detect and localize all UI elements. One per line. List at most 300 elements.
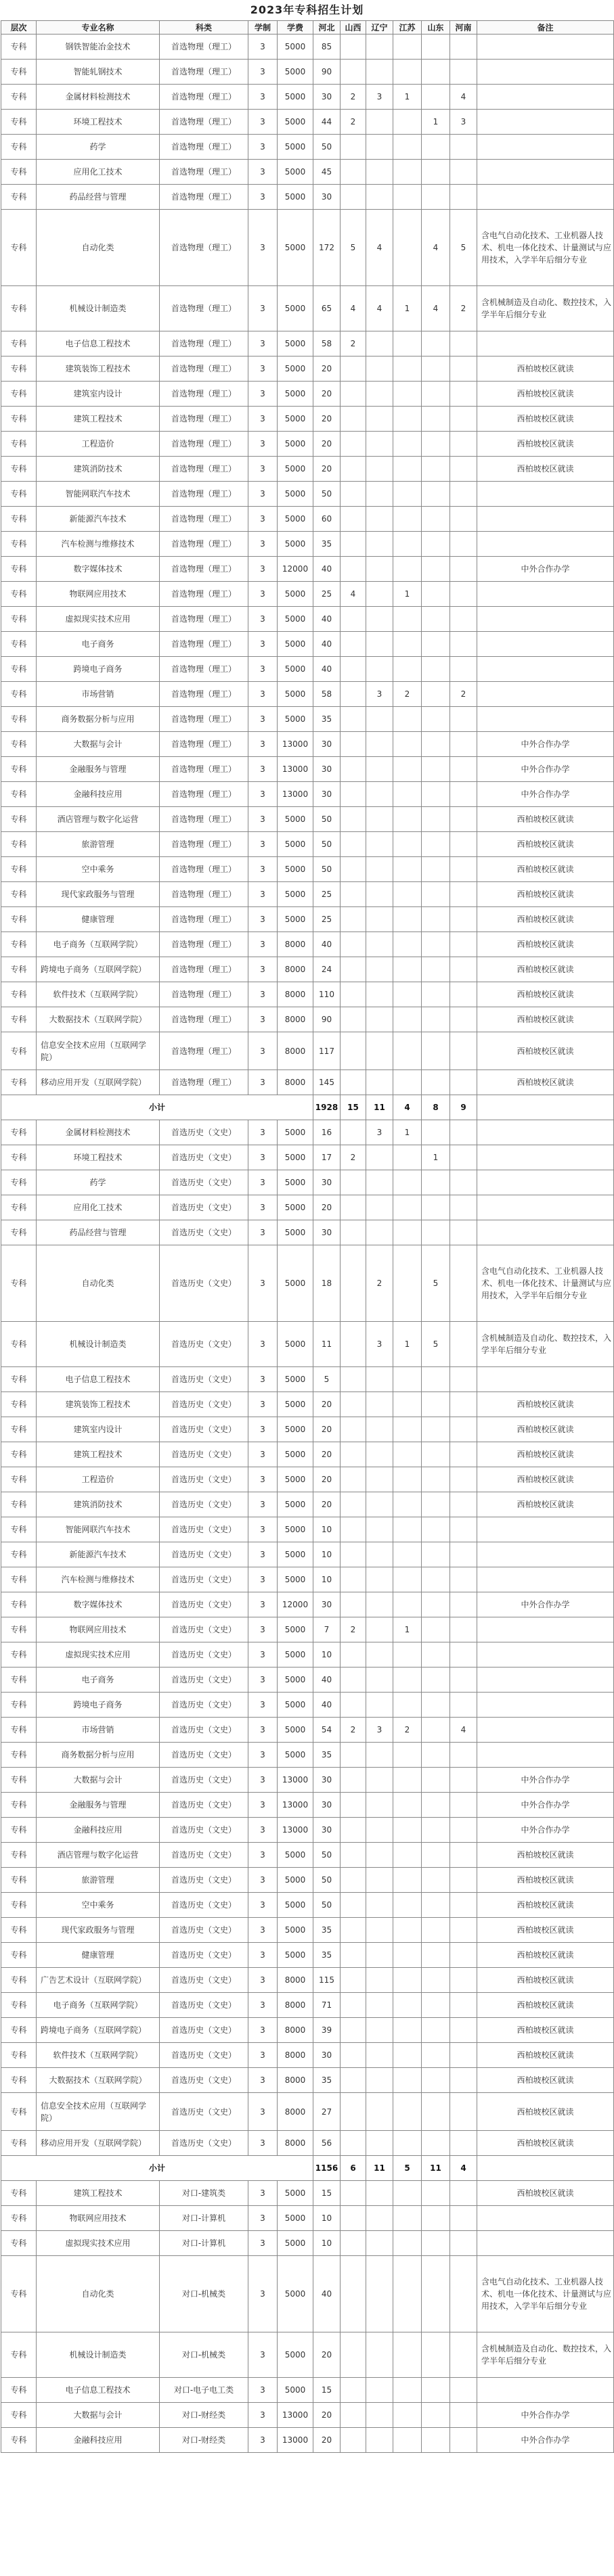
level-cell: 专科 — [1, 2018, 37, 2043]
shanxi-cell — [341, 407, 366, 432]
remarks-cell — [477, 331, 614, 356]
header-cell: 备注 — [477, 21, 614, 34]
remarks-cell: 含电气自动化技术、工业机器人技术、机电一体化技术、计量测试与应用技术，入学半年后细分专业 — [477, 210, 614, 286]
category-cell: 首选物理（理工） — [160, 532, 248, 557]
hebei-cell: 20 — [313, 1392, 341, 1417]
major-name-cell: 信息安全技术应用（互联网学院） — [37, 1032, 160, 1070]
shanxi-cell — [341, 982, 366, 1007]
hebei-cell: 20 — [313, 1442, 341, 1467]
table-row — [1, 2206, 614, 2231]
hebei-cell: 50 — [313, 482, 341, 507]
liaoning-cell — [366, 1868, 393, 1893]
remarks-cell: 含机械制造及自动化、数控技术，入学半年后细分专业 — [477, 2332, 614, 2378]
level-cell: 专科 — [1, 682, 37, 707]
duration-cell: 3 — [248, 1693, 278, 1718]
shandong-cell: 4 — [422, 286, 450, 331]
tuition-cell: 13000 — [278, 1793, 313, 1818]
tuition-cell: 8000 — [278, 1968, 313, 1993]
shandong-cell — [422, 1818, 450, 1843]
table-row — [1, 707, 614, 732]
shandong-cell — [422, 757, 450, 782]
henan-cell — [450, 807, 477, 832]
major-name-cell: 建筑消防技术 — [37, 457, 160, 482]
table-row — [1, 832, 614, 857]
jiangsu-cell — [393, 2256, 422, 2332]
tuition-cell: 5000 — [278, 1943, 313, 1968]
hebei-cell: 25 — [313, 907, 341, 932]
henan-cell — [450, 1120, 477, 1145]
table-row — [1, 2428, 614, 2453]
category-cell: 首选历史（文史） — [160, 1467, 248, 1492]
category-cell: 对口-机械类 — [160, 2332, 248, 2378]
henan-cell — [450, 432, 477, 457]
tuition-cell: 5000 — [278, 1322, 313, 1367]
category-cell: 首选历史（文史） — [160, 2131, 248, 2156]
henan-cell — [450, 135, 477, 160]
shandong-cell: 5 — [422, 1245, 450, 1322]
level-cell: 专科 — [1, 907, 37, 932]
shandong-cell — [422, 160, 450, 185]
level-cell: 专科 — [1, 1417, 37, 1442]
remarks-cell: 中外合作办学 — [477, 757, 614, 782]
category-cell: 首选物理（理工） — [160, 482, 248, 507]
shandong-cell — [422, 2403, 450, 2428]
jiangsu-cell — [393, 2403, 422, 2428]
shandong-cell — [422, 1120, 450, 1145]
shandong-cell — [422, 2332, 450, 2378]
major-name-cell: 虚拟现实技术应用 — [37, 607, 160, 632]
henan-cell — [450, 60, 477, 85]
liaoning-cell — [366, 2068, 393, 2093]
shanxi-cell — [341, 1220, 366, 1245]
jiangsu-cell — [393, 882, 422, 907]
shandong-cell — [422, 382, 450, 407]
shanxi-cell — [341, 1743, 366, 1768]
shanxi-cell — [341, 1918, 366, 1943]
jiangsu-cell — [393, 932, 422, 957]
hebei-cell: 50 — [313, 1893, 341, 1918]
duration-cell: 3 — [248, 1642, 278, 1668]
remarks-cell — [477, 1617, 614, 1642]
category-cell: 首选历史（文史） — [160, 1918, 248, 1943]
henan-cell — [450, 2181, 477, 2206]
level-cell: 专科 — [1, 1195, 37, 1220]
henan-cell: 4 — [450, 85, 477, 110]
tuition-cell: 5000 — [278, 432, 313, 457]
duration-cell: 3 — [248, 1993, 278, 2018]
level-cell: 专科 — [1, 1843, 37, 1868]
table-row — [1, 1032, 614, 1070]
subtotal-cell — [477, 2156, 614, 2181]
jiangsu-cell — [393, 2181, 422, 2206]
tuition-cell: 5000 — [278, 907, 313, 932]
remarks-cell: 中外合作办学 — [477, 1793, 614, 1818]
category-cell: 首选历史（文史） — [160, 1768, 248, 1793]
tuition-cell: 5000 — [278, 1743, 313, 1768]
hebei-cell: 30 — [313, 1170, 341, 1195]
hebei-cell: 50 — [313, 1868, 341, 1893]
liaoning-cell — [366, 857, 393, 882]
hebei-cell: 30 — [313, 85, 341, 110]
jiangsu-cell — [393, 1032, 422, 1070]
henan-cell — [450, 632, 477, 657]
shanxi-cell — [341, 707, 366, 732]
liaoning-cell — [366, 1743, 393, 1768]
remarks-cell: 西柏坡校区就读 — [477, 2068, 614, 2093]
duration-cell: 3 — [248, 1517, 278, 1542]
major-name-cell: 电子商务（互联网学院） — [37, 1993, 160, 2018]
henan-cell — [450, 382, 477, 407]
henan-cell — [450, 1893, 477, 1918]
table-row — [1, 2231, 614, 2256]
shanxi-cell — [341, 2018, 366, 2043]
major-name-cell: 酒店管理与数字化运营 — [37, 1843, 160, 1868]
hebei-cell: 20 — [313, 1467, 341, 1492]
category-cell: 首选历史（文史） — [160, 1542, 248, 1567]
liaoning-cell — [366, 1768, 393, 1793]
shanxi-cell — [341, 557, 366, 582]
shandong-cell — [422, 1032, 450, 1070]
remarks-cell: 西柏坡校区就读 — [477, 1893, 614, 1918]
header-cell: 江苏 — [393, 21, 422, 34]
level-cell: 专科 — [1, 1793, 37, 1818]
tuition-cell: 5000 — [278, 1617, 313, 1642]
remarks-cell: 西柏坡校区就读 — [477, 932, 614, 957]
major-name-cell: 大数据与会计 — [37, 2403, 160, 2428]
shandong-cell — [422, 1617, 450, 1642]
tuition-cell: 5000 — [278, 1245, 313, 1322]
shanxi-cell — [341, 1818, 366, 1843]
shanxi-cell: 2 — [341, 1617, 366, 1642]
major-name-cell: 跨境电子商务（互联网学院） — [37, 957, 160, 982]
remarks-cell: 西柏坡校区就读 — [477, 1868, 614, 1893]
henan-cell — [450, 1793, 477, 1818]
liaoning-cell — [366, 1993, 393, 2018]
level-cell: 专科 — [1, 432, 37, 457]
table-row — [1, 1245, 614, 1322]
category-cell: 首选历史（文史） — [160, 1693, 248, 1718]
duration-cell: 3 — [248, 331, 278, 356]
table-row — [1, 1868, 614, 1893]
liaoning-cell — [366, 757, 393, 782]
tuition-cell: 5000 — [278, 2256, 313, 2332]
level-cell: 专科 — [1, 2068, 37, 2093]
hebei-cell: 90 — [313, 60, 341, 85]
shanxi-cell — [341, 1392, 366, 1417]
shanxi-cell — [341, 2093, 366, 2131]
hebei-cell: 15 — [313, 2378, 341, 2403]
duration-cell: 3 — [248, 1245, 278, 1322]
remarks-cell: 西柏坡校区就读 — [477, 1467, 614, 1492]
hebei-cell: 58 — [313, 682, 341, 707]
liaoning-cell — [366, 1367, 393, 1392]
subtotal-cell: 11 — [422, 2156, 450, 2181]
shanxi-cell — [341, 682, 366, 707]
subtotal-cell: 15 — [341, 1095, 366, 1120]
category-cell: 首选物理（理工） — [160, 34, 248, 60]
remarks-cell — [477, 532, 614, 557]
remarks-cell — [477, 1120, 614, 1145]
jiangsu-cell — [393, 757, 422, 782]
major-name-cell: 汽车检测与维修技术 — [37, 1567, 160, 1592]
shandong-cell — [422, 1668, 450, 1693]
category-cell: 首选历史（文史） — [160, 1617, 248, 1642]
duration-cell: 3 — [248, 657, 278, 682]
level-cell: 专科 — [1, 807, 37, 832]
remarks-cell: 西柏坡校区就读 — [477, 382, 614, 407]
shanxi-cell — [341, 632, 366, 657]
shandong-cell — [422, 532, 450, 557]
shandong-cell — [422, 1070, 450, 1095]
hebei-cell: 145 — [313, 1070, 341, 1095]
table-row — [1, 1492, 614, 1517]
table-row — [1, 1793, 614, 1818]
category-cell: 首选历史（文史） — [160, 1718, 248, 1743]
tuition-cell: 8000 — [278, 1993, 313, 2018]
shanxi-cell — [341, 2068, 366, 2093]
jiangsu-cell — [393, 957, 422, 982]
shandong-cell — [422, 60, 450, 85]
duration-cell: 3 — [248, 457, 278, 482]
shanxi-cell — [341, 807, 366, 832]
shandong-cell — [422, 1843, 450, 1868]
subtotal-cell — [477, 1095, 614, 1120]
subtotal-cell: 1156 — [313, 2156, 341, 2181]
henan-cell — [450, 1818, 477, 1843]
henan-cell — [450, 2378, 477, 2403]
hebei-cell: 30 — [313, 2043, 341, 2068]
level-cell: 专科 — [1, 2043, 37, 2068]
major-name-cell: 电子商务 — [37, 632, 160, 657]
duration-cell: 3 — [248, 382, 278, 407]
henan-cell — [450, 1195, 477, 1220]
category-cell: 首选物理（理工） — [160, 557, 248, 582]
category-cell: 对口-计算机 — [160, 2231, 248, 2256]
major-name-cell: 工程造价 — [37, 1467, 160, 1492]
jiangsu-cell — [393, 732, 422, 757]
tuition-cell: 5000 — [278, 607, 313, 632]
liaoning-cell — [366, 1467, 393, 1492]
tuition-cell: 5000 — [278, 657, 313, 682]
table-row — [1, 457, 614, 482]
shanxi-cell — [341, 1120, 366, 1145]
jiangsu-cell — [393, 1467, 422, 1492]
category-cell: 首选历史（文史） — [160, 2043, 248, 2068]
table-row — [1, 2068, 614, 2093]
header-cell: 河北 — [313, 21, 341, 34]
duration-cell: 3 — [248, 286, 278, 331]
shandong-cell — [422, 331, 450, 356]
table-row — [1, 532, 614, 557]
duration-cell: 3 — [248, 432, 278, 457]
tuition-cell: 13000 — [278, 757, 313, 782]
remarks-cell — [477, 1517, 614, 1542]
tuition-cell: 13000 — [278, 782, 313, 807]
level-cell: 专科 — [1, 557, 37, 582]
table-row — [1, 1145, 614, 1170]
category-cell: 首选物理（理工） — [160, 657, 248, 682]
liaoning-cell — [366, 957, 393, 982]
major-name-cell: 药学 — [37, 135, 160, 160]
henan-cell: 5 — [450, 210, 477, 286]
hebei-cell: 39 — [313, 2018, 341, 2043]
table-row — [1, 1617, 614, 1642]
henan-cell — [450, 1642, 477, 1668]
liaoning-cell — [366, 507, 393, 532]
henan-cell — [450, 1245, 477, 1322]
duration-cell: 3 — [248, 34, 278, 60]
jiangsu-cell — [393, 1417, 422, 1442]
major-name-cell: 建筑装饰工程技术 — [37, 1392, 160, 1417]
shanxi-cell — [341, 1542, 366, 1567]
jiangsu-cell — [393, 1492, 422, 1517]
remarks-cell: 中外合作办学 — [477, 782, 614, 807]
liaoning-cell — [366, 1145, 393, 1170]
level-cell: 专科 — [1, 1120, 37, 1145]
jiangsu-cell — [393, 1843, 422, 1868]
level-cell: 专科 — [1, 932, 37, 957]
table-row — [1, 1668, 614, 1693]
remarks-cell — [477, 657, 614, 682]
shandong-cell — [422, 857, 450, 882]
tuition-cell: 5000 — [278, 1367, 313, 1392]
henan-cell — [450, 2018, 477, 2043]
level-cell: 专科 — [1, 1145, 37, 1170]
shandong-cell — [422, 1170, 450, 1195]
level-cell: 专科 — [1, 1322, 37, 1367]
liaoning-cell — [366, 2131, 393, 2156]
duration-cell: 3 — [248, 110, 278, 135]
liaoning-cell — [366, 1693, 393, 1718]
level-cell: 专科 — [1, 1567, 37, 1592]
page-title: 2023年专科招生计划 — [250, 3, 364, 16]
major-name-cell: 药学 — [37, 1170, 160, 1195]
shanxi-cell — [341, 1007, 366, 1032]
category-cell: 首选物理（理工） — [160, 732, 248, 757]
table-row — [1, 2131, 614, 2156]
shanxi-cell — [341, 2332, 366, 2378]
major-name-cell: 市场营销 — [37, 1718, 160, 1743]
hebei-cell: 17 — [313, 1145, 341, 1170]
remarks-cell — [477, 85, 614, 110]
tuition-cell: 5000 — [278, 1693, 313, 1718]
jiangsu-cell — [393, 832, 422, 857]
duration-cell: 3 — [248, 1868, 278, 1893]
duration-cell: 3 — [248, 982, 278, 1007]
liaoning-cell — [366, 1943, 393, 1968]
major-name-cell: 酒店管理与数字化运营 — [37, 807, 160, 832]
shanxi-cell — [341, 2131, 366, 2156]
liaoning-cell — [366, 832, 393, 857]
hebei-cell: 90 — [313, 1007, 341, 1032]
tuition-cell: 8000 — [278, 2068, 313, 2093]
jiangsu-cell — [393, 1392, 422, 1417]
tuition-cell: 5000 — [278, 1843, 313, 1868]
duration-cell: 3 — [248, 582, 278, 607]
shanxi-cell — [341, 1517, 366, 1542]
remarks-cell — [477, 1195, 614, 1220]
shanxi-cell — [341, 135, 366, 160]
liaoning-cell — [366, 2018, 393, 2043]
shandong-cell — [422, 1592, 450, 1617]
major-name-cell: 智能网联汽车技术 — [37, 1517, 160, 1542]
liaoning-cell — [366, 782, 393, 807]
shanxi-cell — [341, 432, 366, 457]
remarks-cell: 西柏坡校区就读 — [477, 407, 614, 432]
duration-cell: 3 — [248, 932, 278, 957]
tuition-cell: 8000 — [278, 1007, 313, 1032]
henan-cell — [450, 2093, 477, 2131]
duration-cell: 3 — [248, 210, 278, 286]
remarks-cell — [477, 707, 614, 732]
henan-cell — [450, 1868, 477, 1893]
major-name-cell: 空中乘务 — [37, 1893, 160, 1918]
duration-cell: 3 — [248, 1768, 278, 1793]
major-name-cell: 建筑工程技术 — [37, 407, 160, 432]
henan-cell — [450, 782, 477, 807]
table-row — [1, 1442, 614, 1467]
liaoning-cell — [366, 382, 393, 407]
hebei-cell: 50 — [313, 857, 341, 882]
tuition-cell: 5000 — [278, 185, 313, 210]
remarks-cell: 含机械制造及自动化、数控技术，入学半年后细分专业 — [477, 1322, 614, 1367]
shandong-cell — [422, 1542, 450, 1567]
hebei-cell: 50 — [313, 135, 341, 160]
hebei-cell: 60 — [313, 507, 341, 532]
henan-cell — [450, 507, 477, 532]
major-name-cell: 建筑工程技术 — [37, 1442, 160, 1467]
shanxi-cell — [341, 356, 366, 382]
liaoning-cell — [366, 185, 393, 210]
header-cell: 专业名称 — [37, 21, 160, 34]
major-name-cell: 移动应用开发（互联网学院） — [37, 2131, 160, 2156]
category-cell: 首选物理（理工） — [160, 210, 248, 286]
level-cell: 专科 — [1, 1768, 37, 1793]
tuition-cell: 5000 — [278, 2378, 313, 2403]
level-cell: 专科 — [1, 2378, 37, 2403]
henan-cell — [450, 832, 477, 857]
tuition-cell: 13000 — [278, 1768, 313, 1793]
major-name-cell: 环境工程技术 — [37, 1145, 160, 1170]
header-cell: 河南 — [450, 21, 477, 34]
hebei-cell: 15 — [313, 2181, 341, 2206]
category-cell: 首选物理（理工） — [160, 1007, 248, 1032]
table-row — [1, 1993, 614, 2018]
duration-cell: 3 — [248, 1442, 278, 1467]
table-row — [1, 482, 614, 507]
henan-cell — [450, 1668, 477, 1693]
table-row — [1, 185, 614, 210]
category-cell: 首选历史（文史） — [160, 1417, 248, 1442]
table-row — [1, 1417, 614, 1442]
jiangsu-cell — [393, 160, 422, 185]
shanxi-cell — [341, 2378, 366, 2403]
duration-cell: 3 — [248, 757, 278, 782]
table-row — [1, 957, 614, 982]
table-row — [1, 2332, 614, 2378]
shanxi-cell — [341, 907, 366, 932]
table-row — [1, 407, 614, 432]
henan-cell — [450, 882, 477, 907]
table-row — [1, 1943, 614, 1968]
liaoning-cell — [366, 356, 393, 382]
duration-cell: 3 — [248, 1170, 278, 1195]
hebei-cell: 20 — [313, 1417, 341, 1442]
category-cell: 首选历史（文史） — [160, 1442, 248, 1467]
level-cell: 专科 — [1, 532, 37, 557]
liaoning-cell — [366, 932, 393, 957]
jiangsu-cell: 1 — [393, 1120, 422, 1145]
